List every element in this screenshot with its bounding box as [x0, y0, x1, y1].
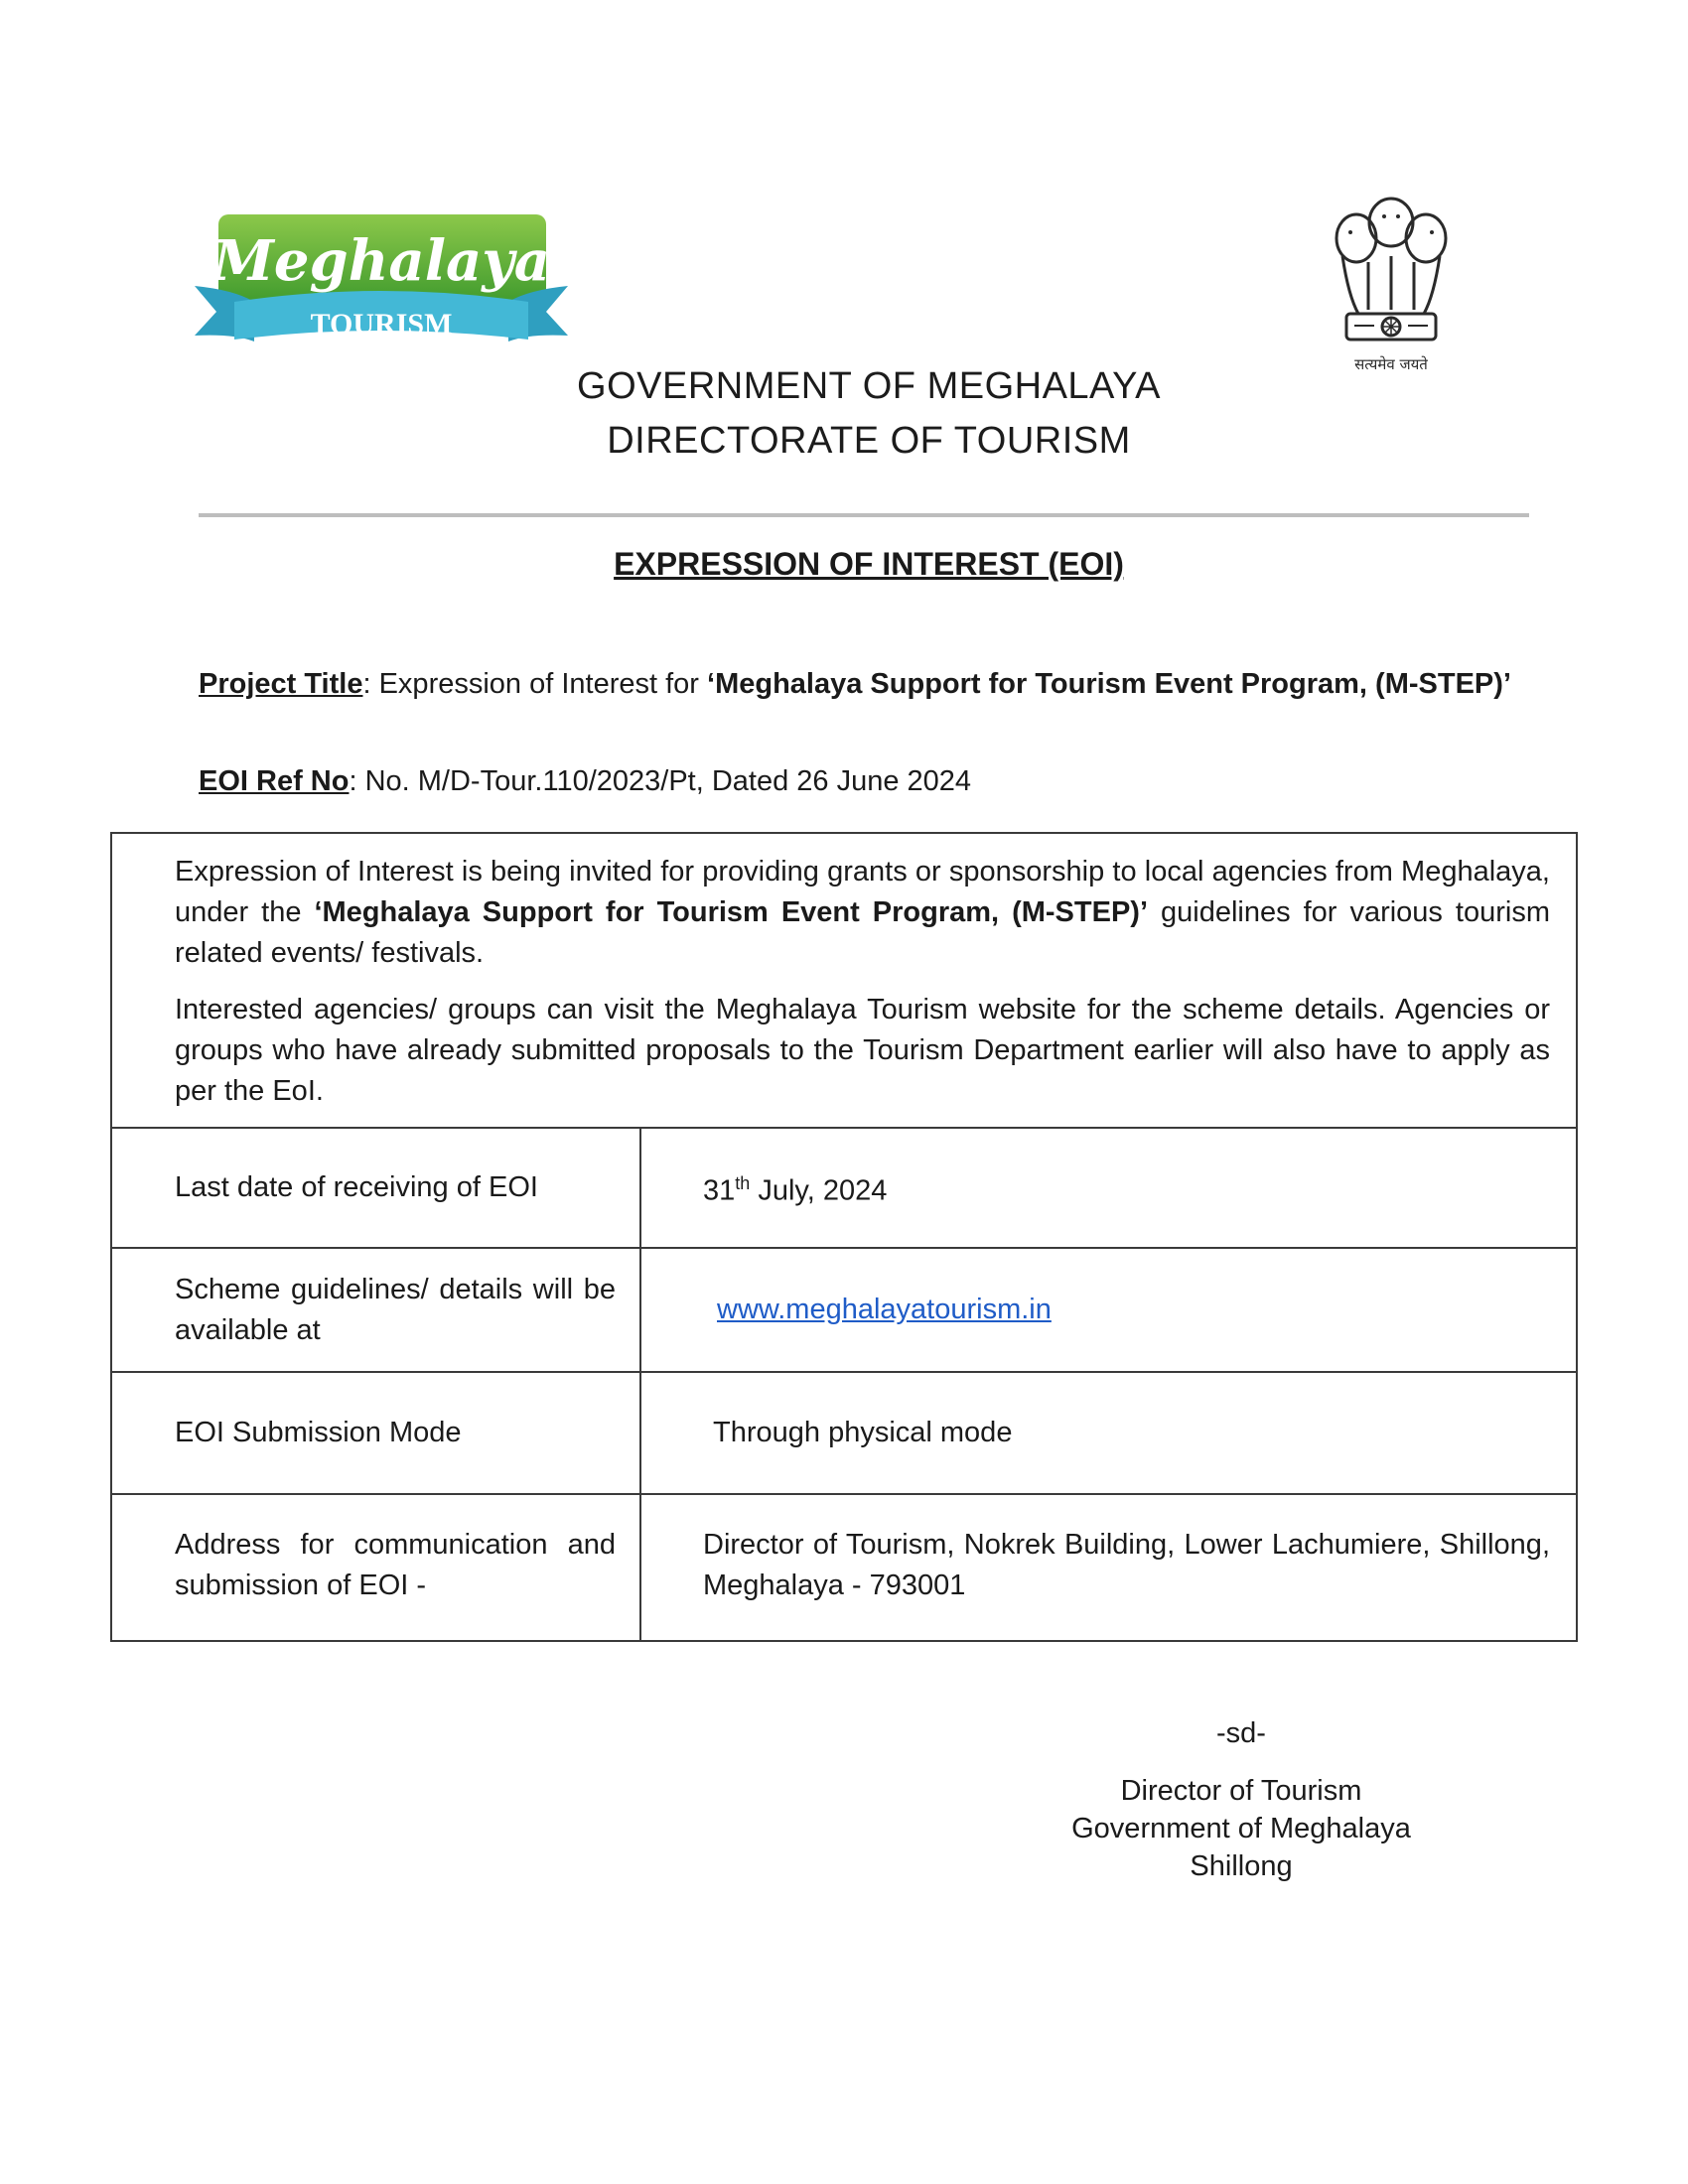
signatory-title: Director of Tourism	[1120, 1775, 1362, 1807]
intro-paragraph-1	[175, 852, 1550, 974]
last-date-value	[703, 1163, 1550, 1212]
header-government: GOVERNMENT OF MEGHALAYA	[577, 365, 1161, 407]
address-label: Address for communication and submission of EOI -	[175, 1529, 616, 1601]
intro-cell	[112, 834, 1576, 1129]
last-date-label: Last date of receiving of EOI	[175, 1171, 538, 1203]
project-title-prefix: Expression of Interest for	[378, 668, 708, 700]
eoi-ref-sep: :	[349, 765, 365, 797]
meghalaya-tourism-logo	[195, 210, 568, 349]
signatory-office: Government of Meghalaya	[1071, 1813, 1411, 1844]
last-date-rest: July, 2024	[750, 1174, 888, 1207]
logo-banner-text: TOURISM	[310, 308, 453, 341]
row-label-cell	[112, 1373, 641, 1493]
project-title	[199, 664, 1529, 705]
national-emblem	[1329, 187, 1454, 377]
project-title-sep: :	[362, 668, 379, 700]
intro-p1-suffix: guidelines for various tourism related events/ festivals.	[175, 896, 1550, 969]
signatory-block	[1033, 1772, 1450, 1885]
row-label-cell	[112, 1495, 641, 1640]
row-label-cell	[112, 1129, 641, 1247]
tourism-website-link[interactable]: www.meghalayatourism.in	[717, 1294, 1052, 1325]
last-date-suffix: th	[735, 1173, 751, 1194]
eoi-info-table	[110, 832, 1578, 1642]
header-directorate: DIRECTORATE OF TOURISM	[607, 420, 1131, 462]
guidelines-label: Scheme guidelines/ details will be available at	[175, 1273, 616, 1346]
row-value-cell	[641, 1373, 1576, 1493]
signatory-place: Shillong	[1190, 1850, 1293, 1882]
intro-p1-program: ‘Meghalaya Support for Tourism Event Program, (M-STEP)’	[314, 896, 1149, 928]
ashoka-lion-capital-icon	[1329, 187, 1454, 377]
eoi-ref-label: EOI Ref No	[199, 765, 350, 797]
table-row	[112, 1495, 1576, 1640]
submission-mode-label: EOI Submission Mode	[175, 1417, 462, 1448]
logo-graphic	[195, 210, 568, 349]
document-heading: EXPRESSION OF INTEREST (EOI)	[614, 546, 1124, 582]
logo-script-text: Meghalaya	[211, 228, 551, 294]
emblem-motto: सत्यमेव जयते	[1354, 355, 1428, 373]
project-title-name: ‘Meghalaya Support for Tourism Event Program, (M-STEP)’	[707, 668, 1511, 700]
intro-p1-prefix: Expression of Interest is being invited for providing grants or sponsorship to local agencies from Meghalaya, under the	[175, 856, 1550, 928]
address-value: Director of Tourism, Nokrek Building, Lower Lachumiere, Shillong, Meghalaya - 793001	[703, 1529, 1550, 1601]
intro-paragraph-2: Interested agencies/ groups can visit the Meghalaya Tourism website for the scheme details. Agencies or groups who have already submitted proposals to the Tourism Department earlier will also have to apply as per the EoI.	[175, 994, 1550, 1107]
signature-mark: -sd-	[1216, 1717, 1266, 1749]
row-value-cell	[641, 1495, 1576, 1640]
submission-mode-value: Through physical mode	[713, 1417, 1013, 1448]
header-divider	[199, 513, 1529, 517]
eoi-reference	[199, 761, 1529, 802]
table-row	[112, 1129, 1576, 1249]
project-title-label: Project Title	[199, 668, 363, 700]
row-label-cell	[112, 1249, 641, 1371]
table-row	[112, 1373, 1576, 1495]
table-row	[112, 1249, 1576, 1373]
last-date-day: 31	[703, 1174, 736, 1207]
row-value-cell	[641, 1129, 1576, 1247]
row-value-cell	[641, 1249, 1576, 1371]
eoi-ref-value: No. M/D-Tour.110/2023/Pt, Dated 26 June 2024	[364, 765, 972, 797]
